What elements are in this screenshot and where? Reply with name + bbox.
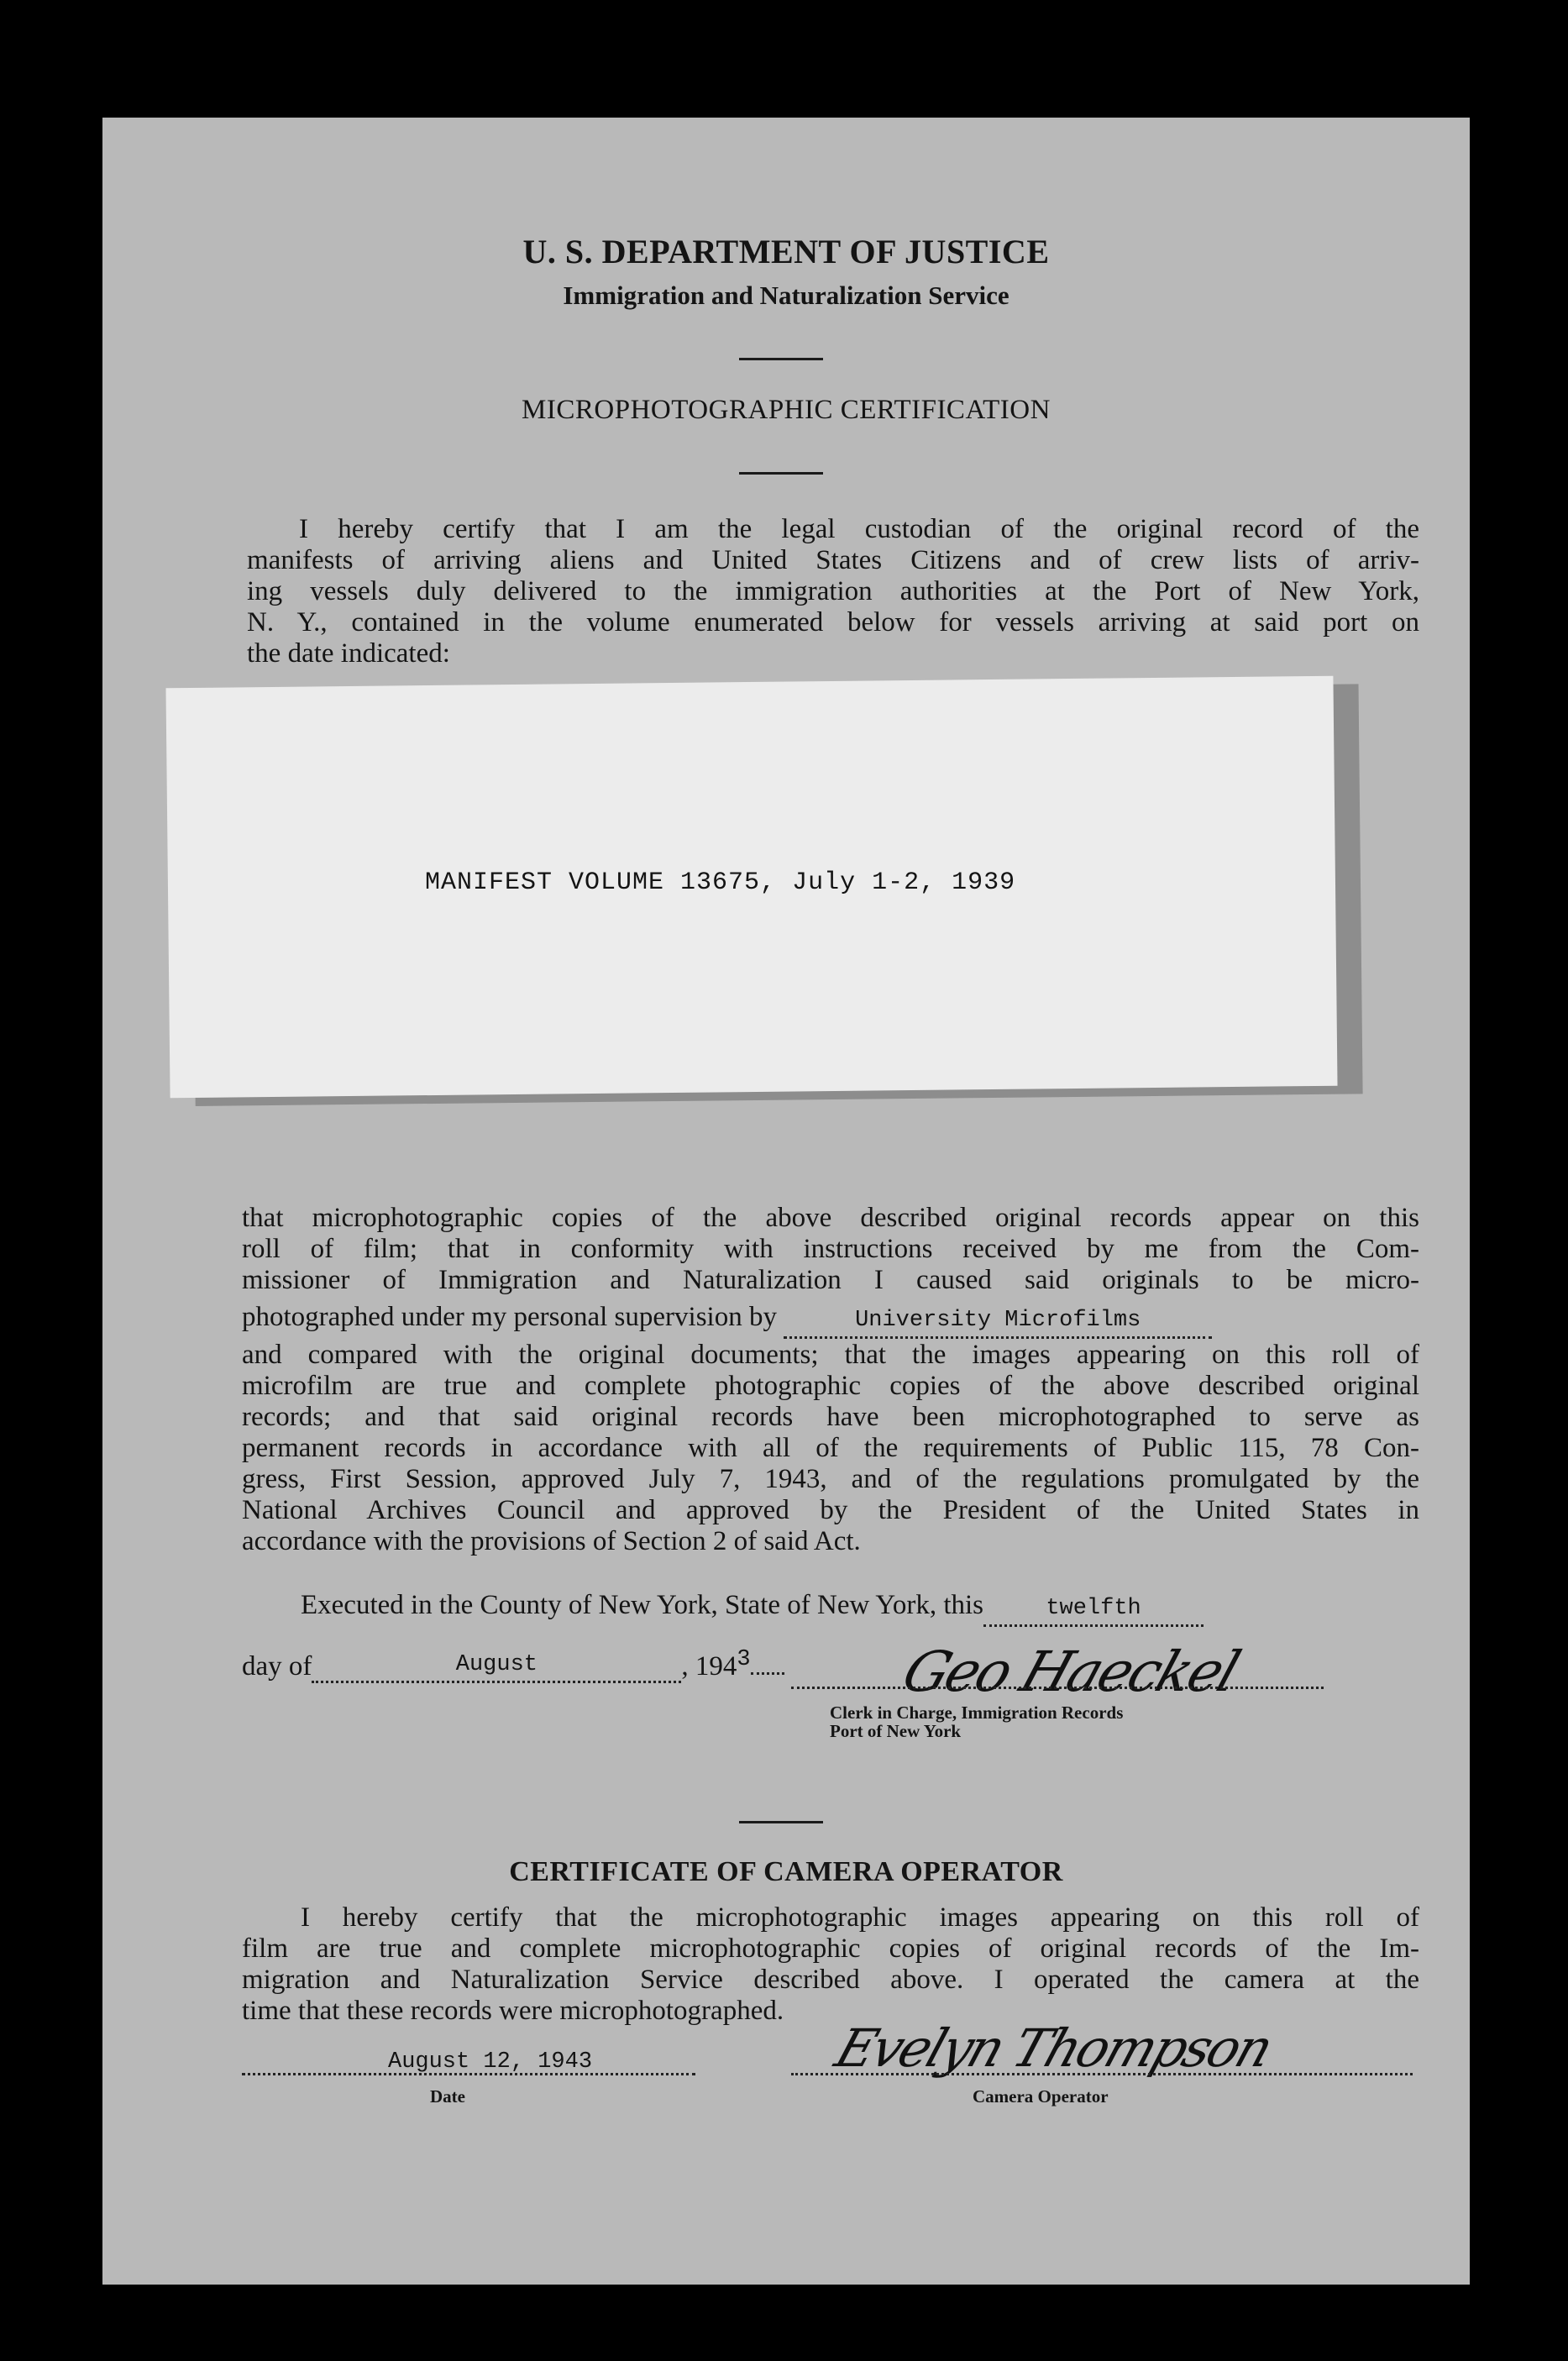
text-line: manifests of arriving aliens and United States Citizens and of crew lists of arriv- <box>247 545 1419 575</box>
year-digit: 3 <box>737 1647 751 1672</box>
text-line: records; and that said original records have been microphotographed to serve as <box>242 1402 1419 1432</box>
day-of-label: day of <box>242 1651 312 1682</box>
text-line: missioner of Immigration and Naturalization I caused said originals to be micro- <box>242 1265 1419 1295</box>
month-value: August <box>455 1652 538 1677</box>
supervision-value: University Microfilms <box>855 1308 1141 1333</box>
text-line: N. Y., contained in the volume enumerated below for vessels arriving at said port on <box>247 607 1419 637</box>
text-line: film are true and complete microphotographic copies of original records of the Im- <box>242 1933 1419 1964</box>
certificate-sheet <box>102 118 1470 2285</box>
text-line: ing vessels duly delivered to the immigration authorities at the Port of New York, <box>247 576 1419 606</box>
body-paragraph-2 <box>242 1340 1419 1557</box>
camera-date-line <box>242 2073 695 2075</box>
clerk-title <box>830 1703 1123 1740</box>
divider <box>739 472 823 475</box>
month-field <box>312 1646 681 1683</box>
clerk-signature-line <box>791 1687 1324 1689</box>
operator-signature-line <box>791 2073 1413 2075</box>
executed-day-field <box>983 1590 1204 1627</box>
text-line: accordance with the provisions of Section 2 of said Act. <box>242 1526 861 1556</box>
text-line: migration and Naturalization Service described above. I operated the camera at the <box>242 1965 1419 1995</box>
divider <box>739 358 823 360</box>
document-title: U. S. DEPARTMENT OF JUSTICE <box>522 233 1050 270</box>
executed-day-value: twelfth <box>1046 1596 1141 1621</box>
clerk-signature: Geo Haeckel <box>894 1640 1246 1704</box>
text-line: gress, First Session, approved July 7, 1943, and of the regulations promulgated by the <box>242 1464 1419 1494</box>
text-line: microfilm are true and complete photographic copies of the above described original <box>242 1371 1419 1401</box>
intro-paragraph <box>247 514 1419 669</box>
clerk-title-line1: Clerk in Charge, Immigration Records <box>830 1703 1124 1723</box>
certification-heading: MICROPHOTOGRAPHIC CERTIFICATION <box>522 395 1051 425</box>
manifest-volume-text: MANIFEST VOLUME 13675, July 1-2, 1939 <box>425 868 1016 897</box>
camera-paragraph <box>242 1902 1419 2027</box>
year-field <box>751 1672 784 1675</box>
text-line: National Archives Council and approved by the President of the United States in <box>242 1495 1419 1525</box>
camera-operator-label: Camera Operator <box>973 2086 1109 2107</box>
executed-line <box>301 1590 1204 1627</box>
text-line: I hereby certify that the microphotographic images appearing on this roll of <box>301 1902 1419 1933</box>
operator-signature: Evelyn Thompson <box>828 2017 1279 2079</box>
executed-label: Executed in the County of New York, State of New York, this <box>301 1590 984 1620</box>
text-line: the date indicated: <box>247 638 450 669</box>
text-line: and compared with the original documents; that the images appearing on this roll of <box>242 1340 1419 1370</box>
camera-date-label: Date <box>430 2086 465 2107</box>
supervision-label: photographed under my personal supervision by <box>242 1302 777 1332</box>
text-line: time that these records were microphotographed. <box>242 1996 784 2026</box>
supervision-line <box>242 1302 1419 1339</box>
divider <box>739 1821 823 1823</box>
date-line <box>242 1645 784 1683</box>
text-line: permanent records in accordance with all of the requirements of Public 115, 78 Con- <box>242 1433 1419 1463</box>
text-line: that microphotographic copies of the above described original records appear on this <box>242 1203 1419 1233</box>
body-paragraph <box>242 1203 1419 1296</box>
text-line: roll of film; that in conformity with instructions received by me from the Com- <box>242 1234 1419 1264</box>
supervision-field <box>784 1302 1212 1339</box>
camera-heading: CERTIFICATE OF CAMERA OPERATOR <box>509 1856 1063 1887</box>
camera-date-value: August 12, 1943 <box>388 2049 593 2075</box>
text-line: I hereby certify that I am the legal custodian of the original record of the <box>299 514 1419 544</box>
document-subtitle: Immigration and Naturalization Service <box>563 281 1009 310</box>
year-prefix: , 194 <box>681 1651 737 1682</box>
clerk-title-line2: Port of New York <box>830 1721 962 1741</box>
